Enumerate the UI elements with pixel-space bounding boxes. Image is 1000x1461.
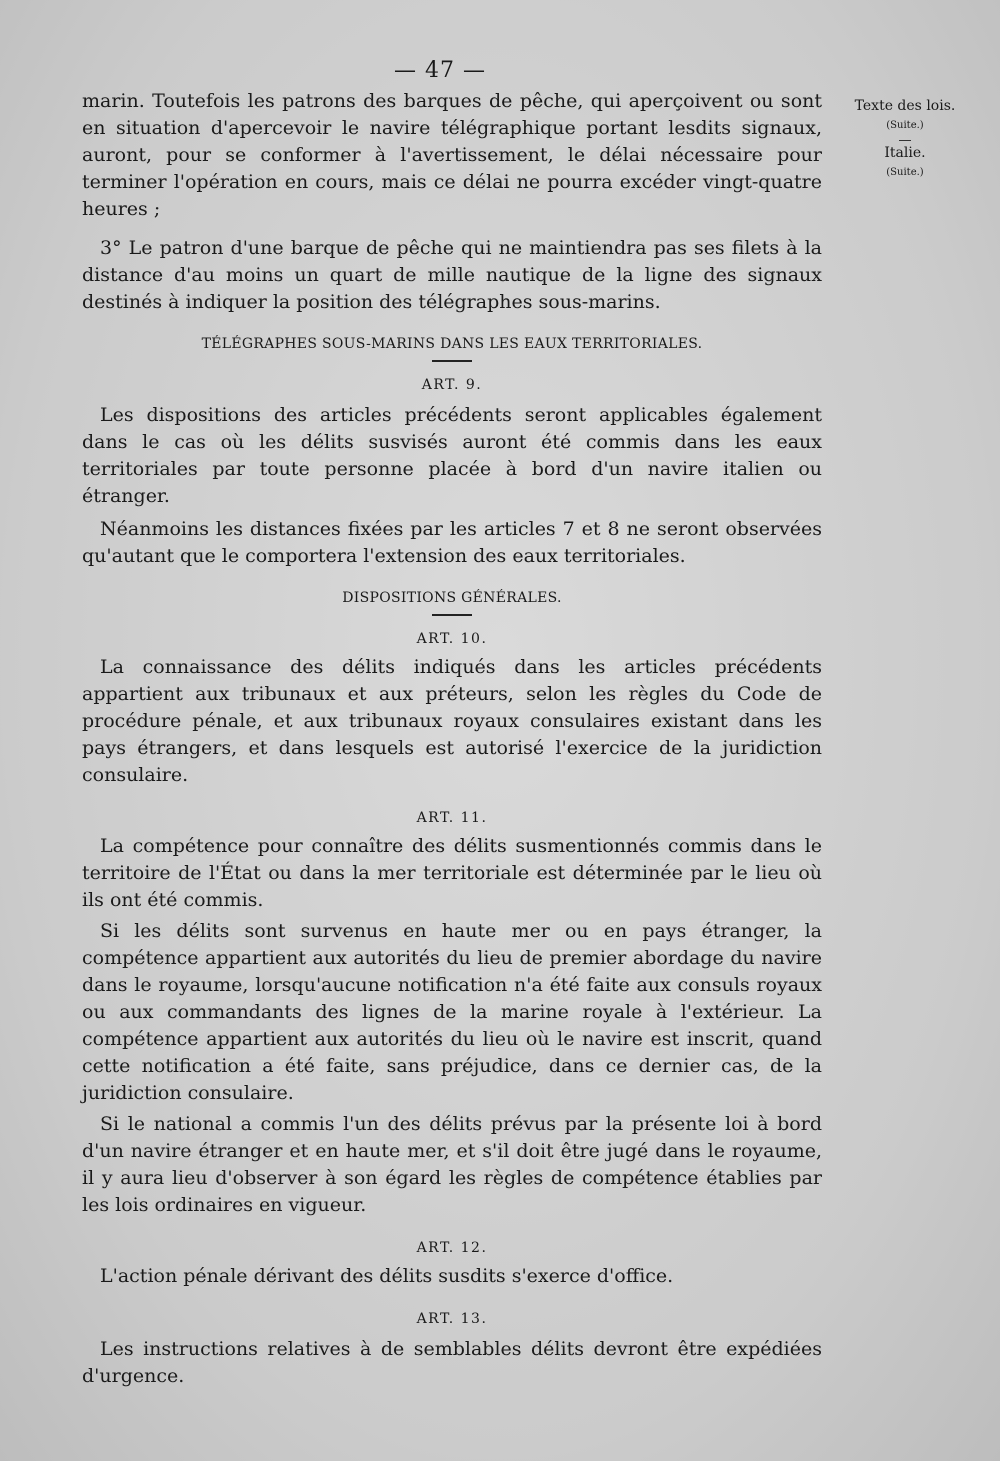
paragraph: marin. Toutefois les patrons des barques de pêche, qui aperçoivent ou sont en situation d'apercevoir le navire télégraphique portant lesdits signaux, auront, pour se conformer à l'avertissement, le délai nécessaire pour terminer l'opération en cours, mais ce délai ne pourra excéder vingt-quatre heures ;: [82, 90, 822, 220]
paragraph: Si les délits sont survenus en haute mer ou en pays étranger, la compétence appartient aux autorités du lieu de premier abordage du navire dans le royaume, lorsqu'aucune notification n'a été faite aux consuls royaux ou aux commandants des lignes de la marine royale à l'extérieur. La compétence appartient aux autorités du lieu où le navire est inscrit, quand cette notification a été faite, sans préjudice, dans ce dernier cas, de la juridiction consulaire.: [82, 920, 822, 1104]
paragraph: Les dispositions des articles précédents seront applicables également dans le cas où les délits susvisés auront été commis dans les eaux territoriales par toute personne placée à bord d'un navire italien ou étranger.: [82, 404, 822, 507]
article-number: ART. 13.: [416, 1311, 488, 1327]
paragraph: Si le national a commis l'un des délits prévus par la présente loi à bord d'un navire étranger et en haute mer, et s'il doit être jugé dans le royaume, il y aura lieu d'observer à son égard les règles de compétence établies par les lois ordinaires en vigueur.: [82, 1113, 822, 1216]
paragraph: 3° Le patron d'une barque de pêche qui ne maintiendra pas ses filets à la distance d'au moins un quart de mille nautique de la ligne des signaux destinés à indiquer la position des télégraphes sous-marins.: [82, 237, 822, 313]
article-number: ART. 12.: [416, 1240, 488, 1256]
document-body: [82, 88, 822, 1390]
margin-note-title: Texte des lois.: [854, 98, 956, 114]
paragraph: La connaissance des délits indiqués dans les articles précédents appartient aux tribunaux et aux préteurs, selon les règles du Code de procédure pénale, et aux tribunaux royaux consulaires existant dans les pays étrangers, et dans lesquels est autorisé l'exercice de la juridiction consulaire.: [82, 656, 822, 786]
margin-note-suite: (Suite.): [886, 120, 924, 131]
article-number: ART. 10.: [416, 631, 488, 647]
paragraph: La compétence pour connaître des délits susmentionnés commis dans le territoire de l'État ou dans la mer territoriale est déterminée par le lieu où ils ont été commis.: [82, 835, 822, 911]
margin-divider: [899, 140, 911, 141]
margin-note-country: Italie.: [884, 145, 926, 161]
margin-note-suite-2: (Suite.): [886, 167, 924, 178]
section-heading: DISPOSITIONS GÉNÉRALES.: [342, 590, 562, 606]
article-number: ART. 9.: [421, 377, 483, 393]
paragraph: Néanmoins les distances fixées par les articles 7 et 8 ne seront observées qu'autant que le comportera l'extension des eaux territoriales.: [82, 518, 822, 567]
page-number: — 47 —: [394, 58, 486, 83]
section-heading: TÉLÉGRAPHES SOUS-MARINS DANS LES EAUX TERRITORIALES.: [201, 336, 703, 352]
paragraph: Les instructions relatives à de semblables délits devront être expédiées d'urgence.: [82, 1338, 822, 1387]
margin-note-texte-des-lois: [850, 96, 960, 183]
paragraph: L'action pénale dérivant des délits susdits s'exerce d'office.: [100, 1265, 674, 1287]
article-number: ART. 11.: [416, 810, 488, 826]
